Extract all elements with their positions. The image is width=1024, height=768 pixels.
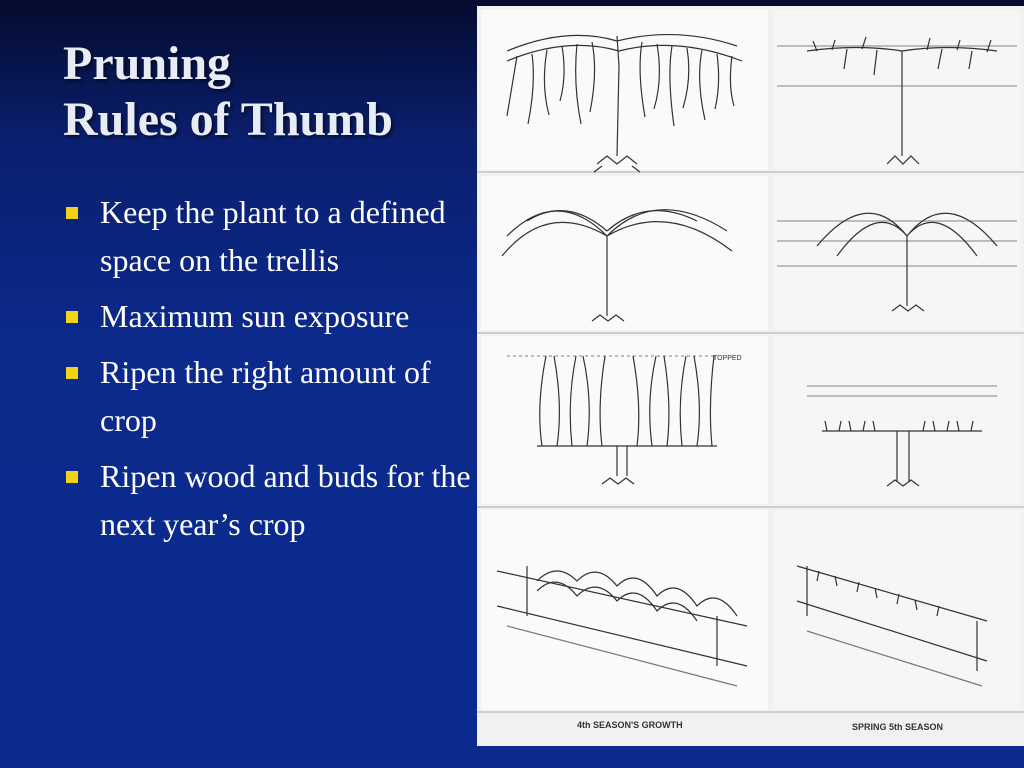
panel-r1-left: [481, 10, 768, 170]
bullet-text: Ripen the right amount of crop: [100, 354, 431, 438]
bullet-item: [60, 188, 480, 284]
title-line-1: Pruning: [63, 37, 232, 90]
bullet-list: [60, 188, 480, 556]
bullet-square-icon: [66, 471, 78, 483]
bullet-square-icon: [66, 367, 78, 379]
bullet-square-icon: [66, 311, 78, 323]
panel-r4-right: [773, 510, 1020, 710]
bullet-item: [60, 452, 480, 548]
title-line-2: Rules of Thumb: [63, 93, 393, 146]
topped-label: TOPPED: [713, 355, 742, 362]
bullet-item: [60, 348, 480, 444]
caption-right: SPRING 5th SEASON: [852, 722, 944, 732]
bullet-square-icon: [66, 207, 78, 219]
slide-title: [63, 36, 483, 148]
bullet-text: Keep the plant to a defined space on the trellis: [100, 194, 446, 278]
bullet-text: Ripen wood and buds for the next year’s crop: [100, 458, 471, 542]
panel-r2-left: [481, 176, 768, 330]
bullet-item: [60, 292, 480, 340]
panel-r4-left: [481, 510, 768, 710]
caption-left: 4th SEASON'S GROWTH: [577, 720, 683, 730]
pruning-illustration: [477, 6, 1024, 746]
bullet-text: Maximum sun exposure: [100, 298, 410, 334]
panel-r1-right: [773, 10, 1020, 170]
